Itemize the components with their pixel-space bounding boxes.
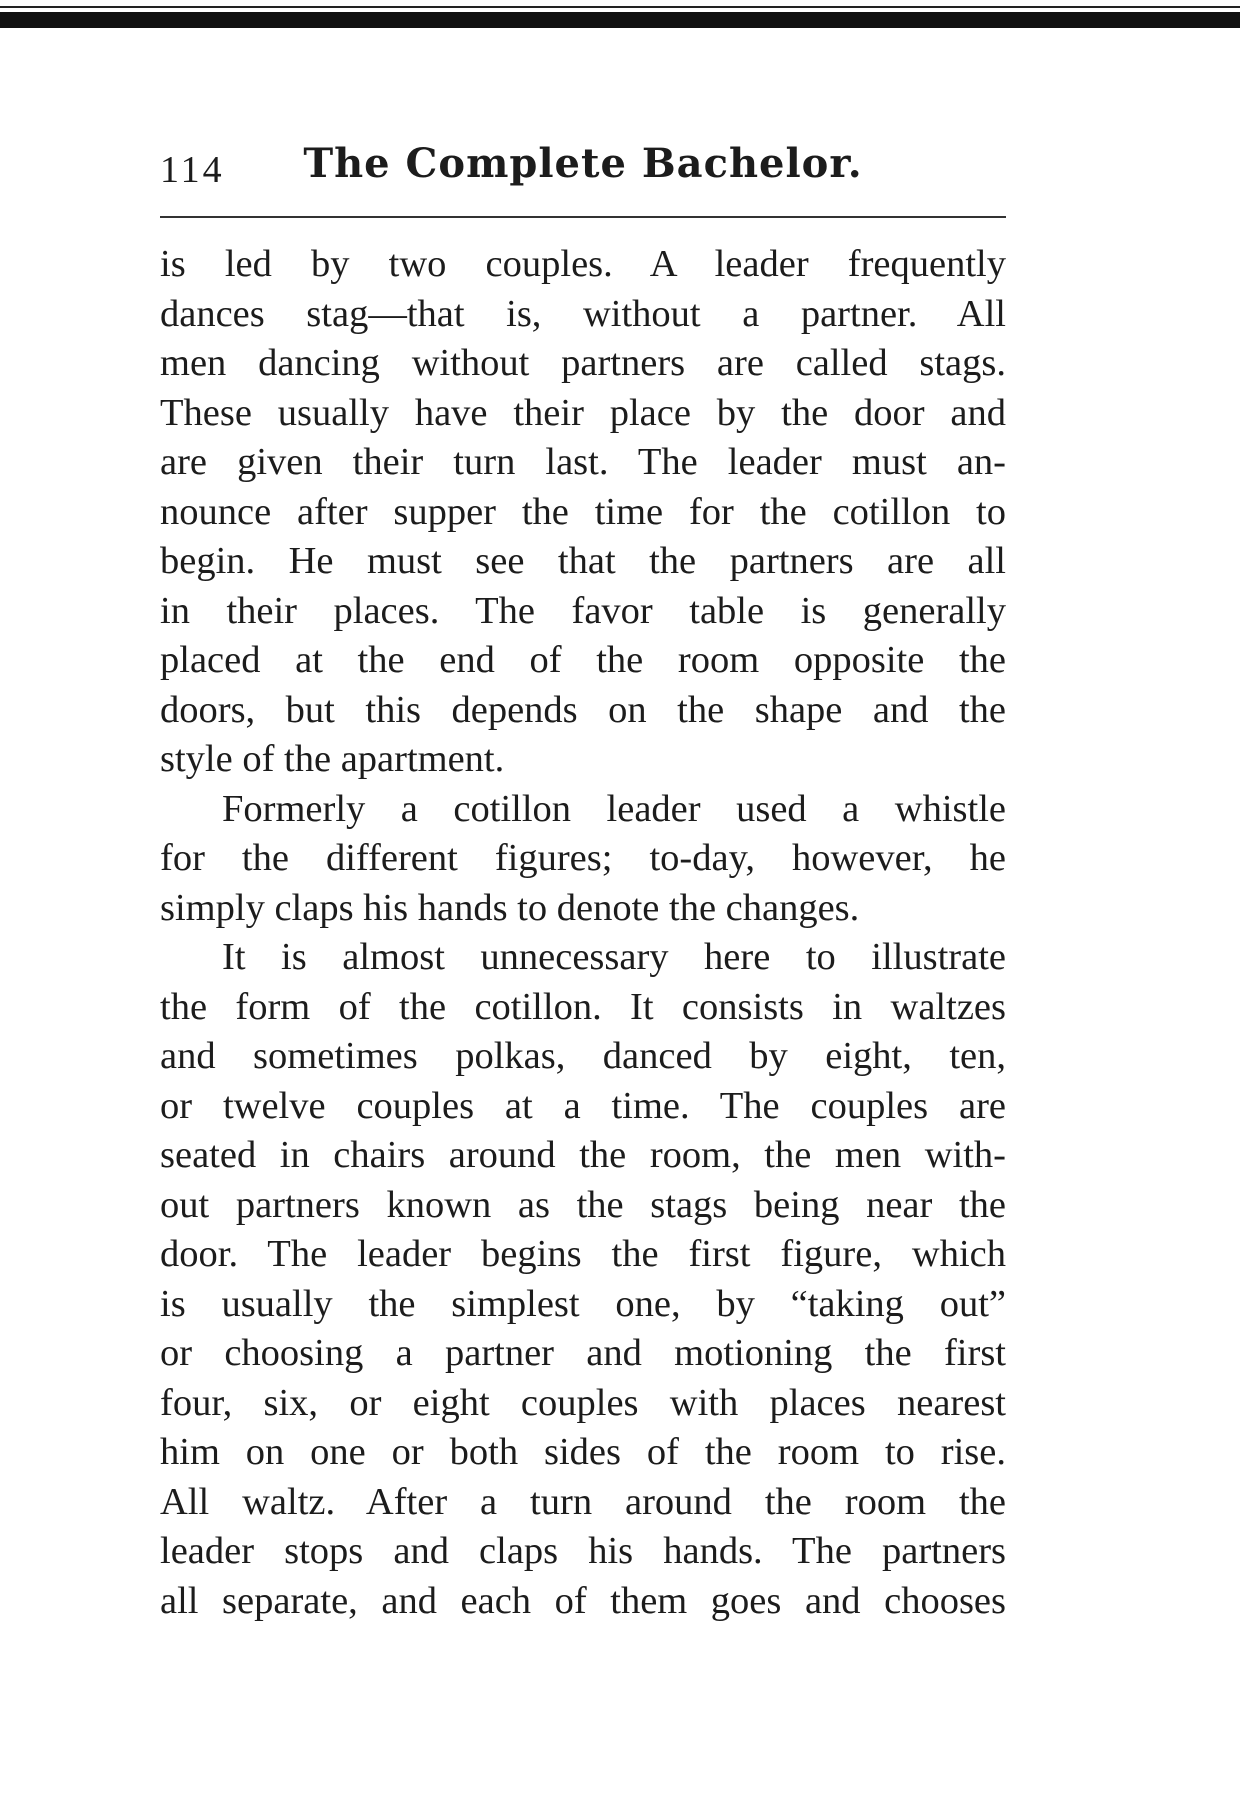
text-line: door. The leader begins the first figure, which <box>160 1233 1006 1275</box>
text-line: begin. He must see that the partners are all <box>160 540 1006 582</box>
running-title: The Complete Bachelor. <box>303 140 863 187</box>
text-line: four, six, or eight couples with places nearest <box>160 1381 1006 1424</box>
text-line: seated in chairs around the room, the men with- <box>160 1134 1006 1176</box>
body-text <box>160 240 1006 1626</box>
page-header <box>160 140 1006 200</box>
text-line: leader stops and claps his hands. The partners <box>160 1530 1006 1572</box>
text-line: in their places. The favor table is generally <box>160 589 1006 632</box>
text-line: doors, but this depends on the shape and the <box>160 688 1006 731</box>
text-line: nounce after supper the time for the cotillon to <box>160 490 1006 533</box>
text-line: or twelve couples at a time. The couples are <box>160 1084 1006 1127</box>
paragraph-end-line: style of the apartment. <box>160 738 505 780</box>
text-line: him on one or both sides of the room to rise. <box>160 1431 1006 1473</box>
page-number: 114 <box>160 149 225 191</box>
text-line: and sometimes polkas, danced by eight, ten, <box>160 1035 1006 1077</box>
header-rule <box>160 216 1006 218</box>
text-line: All waltz. After a turn around the room the <box>160 1480 1006 1523</box>
text-line: all separate, and each of them goes and chooses <box>160 1579 1006 1622</box>
top-border-thin-rule <box>0 6 1240 8</box>
text-line: the form of the cotillon. It consists in waltzes <box>160 985 1006 1028</box>
text-line: placed at the end of the room opposite the <box>160 639 1006 681</box>
paragraph-start-line: It is almost unnecessary here to illustrate <box>222 936 1006 978</box>
text-line: or choosing a partner and motioning the first <box>160 1332 1006 1374</box>
text-line: These usually have their place by the door and <box>160 391 1006 434</box>
top-border-rule <box>0 12 1240 28</box>
text-line: is usually the simplest one, by “taking out” <box>160 1282 1006 1325</box>
text-line: are given their turn last. The leader must an- <box>160 441 1006 483</box>
text-line: is led by two couples. A leader frequently <box>160 243 1006 285</box>
text-line: for the different figures; to-day, however, he <box>160 837 1006 879</box>
text-line: men dancing without partners are called stags. <box>160 342 1006 384</box>
text-line: dances stag—that is, without a partner. All <box>160 292 1006 335</box>
paragraph-end-line: simply claps his hands to denote the changes. <box>160 886 860 929</box>
paragraph-start-line: Formerly a cotillon leader used a whistle <box>222 787 1006 830</box>
text-line: out partners known as the stags being near the <box>160 1183 1006 1226</box>
